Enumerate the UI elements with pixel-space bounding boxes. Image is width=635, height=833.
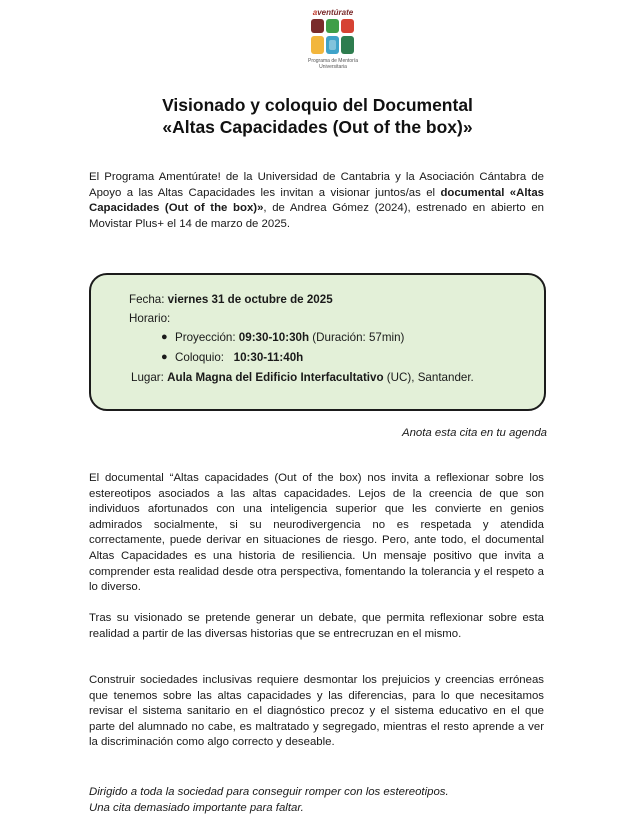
logo-blocks-icon [311, 19, 355, 56]
event-date [129, 292, 333, 307]
agenda-note: Anota esta cita en tu agenda [401, 427, 547, 439]
location-value: Aula Magna del Edificio Interfacultativo [167, 371, 384, 384]
location-note: (UC), Santander. [383, 371, 474, 384]
closing-line-2: Una cita demasiado importante para faltar. [89, 801, 304, 814]
screening-duration: (Duración: 57min) [309, 331, 405, 344]
bullet-icon: ● [161, 331, 168, 343]
intro-text-before: El Programa Amentúrate! de la Universidad de Cantabria y la Asociación Cántabra de Apoyo a las Altas Capacidades les invitan a visionar juntos/as el [89, 171, 544, 199]
date-value: viernes 31 de octubre de 2025 [167, 293, 333, 306]
screening-time: 09:30-10:30h [238, 331, 310, 344]
intro-paragraph [89, 170, 544, 232]
discussion-time: 10:30-11:40h [233, 351, 304, 364]
screening-label: Proyección: [175, 331, 239, 344]
logo-subtitle: Programa de Mentoría Universitaria [307, 58, 359, 70]
page-title [40, 94, 595, 138]
closing-statement [89, 785, 549, 816]
body-paragraph-2: Tras su visionado se pretende generar un debate, que permita reflexionar sobre esta realidad a partir de las diversas historias que se entrecruzan en el mismo. [89, 612, 544, 640]
discussion-label: Coloquio: [175, 351, 234, 364]
logo-wordmark [298, 8, 368, 17]
title-line-2: «Altas Capacidades (Out of the box)» [162, 117, 473, 137]
event-discussion [161, 350, 304, 365]
event-details-box [89, 273, 546, 411]
date-label: Fecha: [129, 293, 168, 306]
title-line-1: Visionado y coloquio del Documental [162, 95, 473, 115]
logo-word-part1: a [312, 8, 318, 17]
body-paragraph-1: El documental “Altas capacidades (Out of the box) nos invita a reflexionar sobre los estereotipos asociados a las altas capacidades. Lejos de la creencia de que son individuos afortunados con una inteligencia superior que les convierte en genios admirados socialmente, si su neurodivergencia no es respetada y atendida correctamente, puede derivar en situaciones de riesgo. Pero, ante todo, el documental Altas Capacidades es una historia de resiliencia. Un mensaje positivo que invita a comprender esta realidad desde otra perspectiva, fomentando la tolerancia y el respeto a lo diverso. [89, 472, 544, 594]
event-schedule-label: Horario: [129, 312, 171, 325]
program-logo [298, 8, 368, 74]
bullet-icon: ● [161, 351, 168, 363]
closing-line-1: Dirigido a toda la sociedad para conseguir romper con los estereotipos. [89, 786, 449, 798]
event-screening [161, 330, 405, 345]
body-paragraph-3: Construir sociedades inclusivas requiere desmontar los prejuicios y creencias erróneas que tenemos sobre las altas capacidades y las diferencias, para lo que necesitamos revisar el sistema sanitario en el diagnóstico precoz y el sistema educativo en el que parte del alumnado no cabe, es maltratado y segregado, mientras el resto aprende a ver la discriminación como algo correcto y deseable. [89, 674, 544, 749]
intro-text-after: , de Andrea Gómez (2024), estrenado en abierto en Movistar Plus+ el 14 de marzo de 2025. [89, 202, 544, 230]
event-location [131, 370, 474, 385]
intro-documentary-title: documental «Altas Capacidades (Out of the box)» [89, 186, 544, 215]
logo-word-part2: ventúrate [317, 8, 354, 17]
location-label: Lugar: [131, 371, 168, 384]
